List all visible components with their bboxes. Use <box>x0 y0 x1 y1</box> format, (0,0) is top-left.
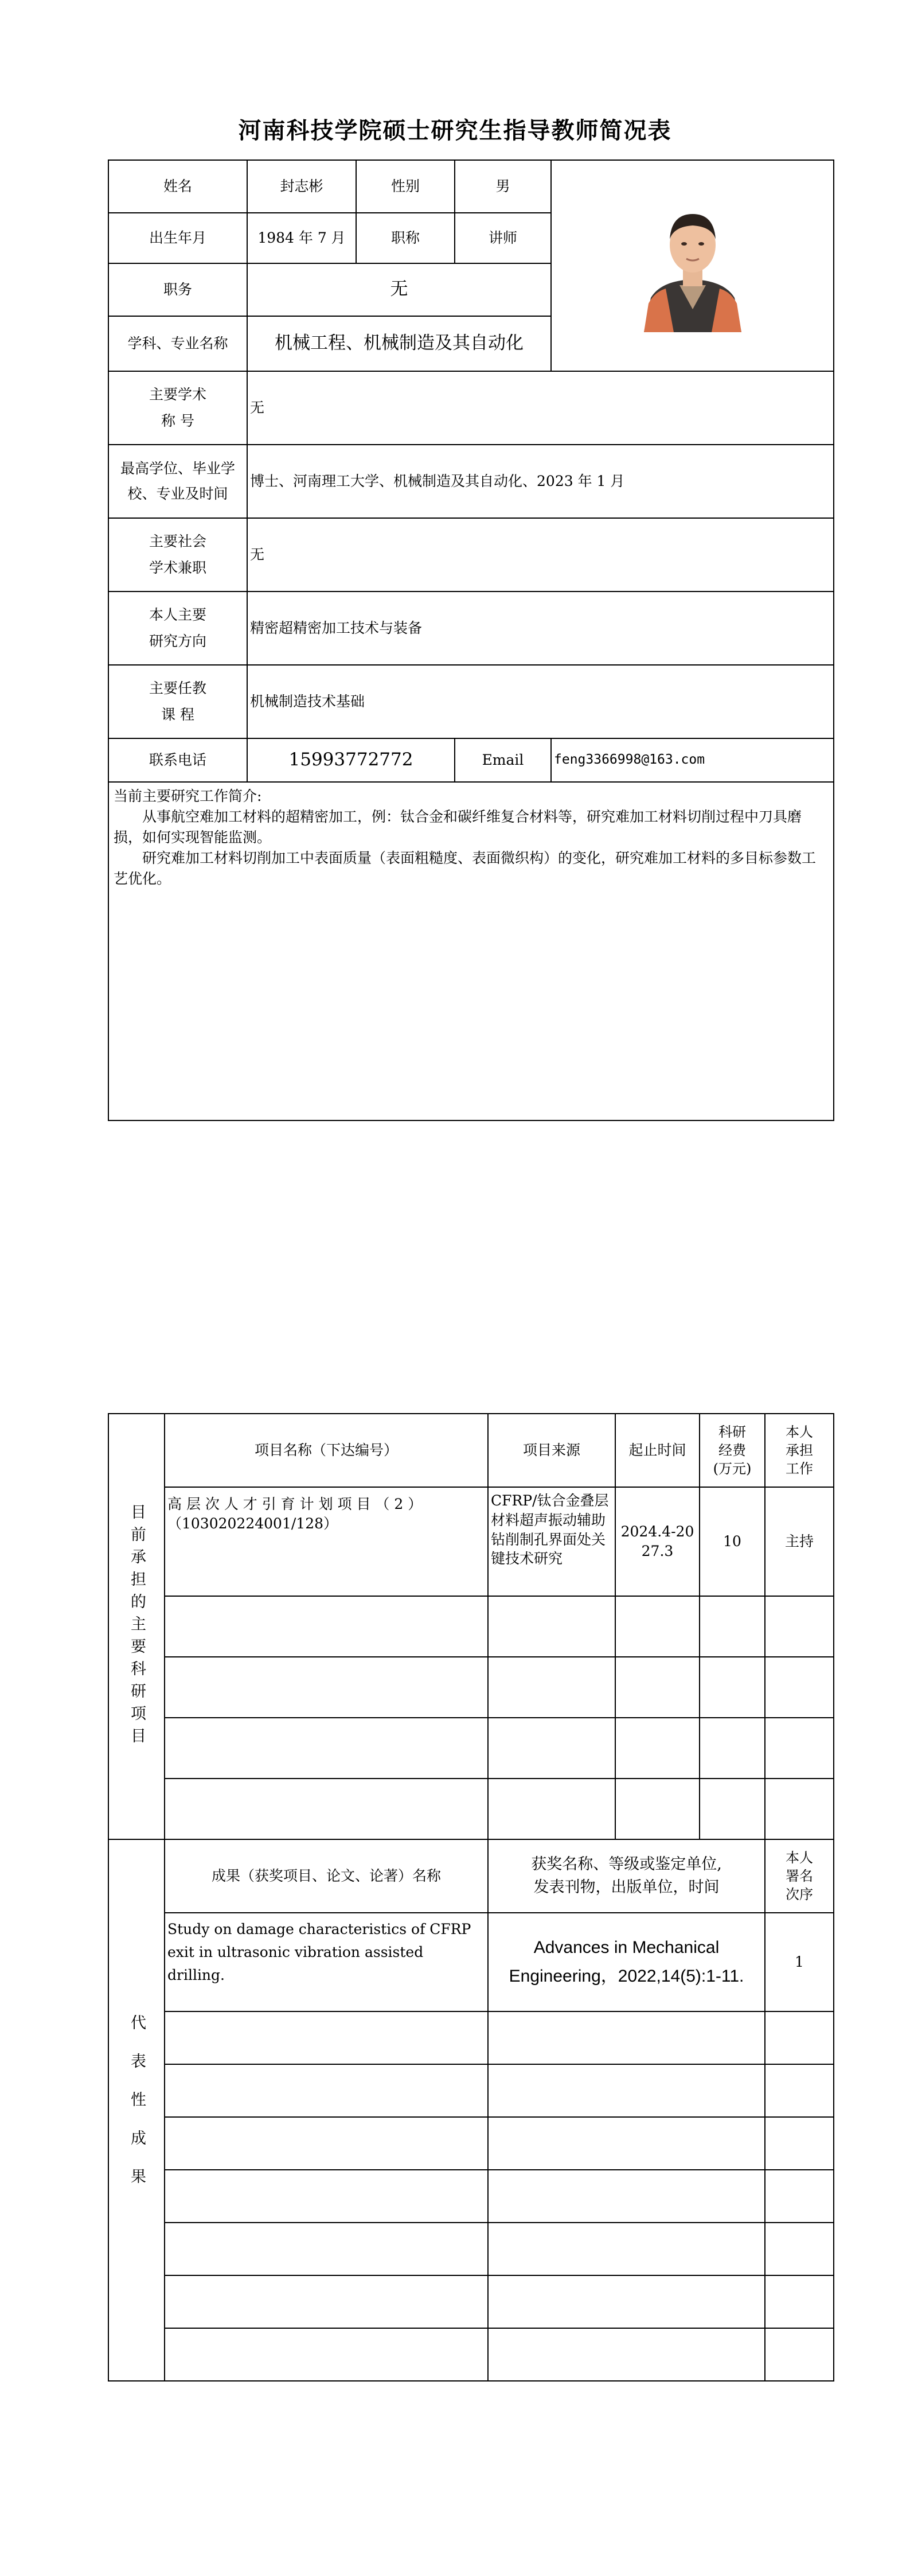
achievement-venue-header <box>488 1839 765 1913</box>
research-value: 精密超精密加工技术与装备 <box>247 592 834 665</box>
degree-label-line2: 校、专业及时间 <box>127 485 228 502</box>
table-row <box>108 2117 834 2170</box>
table-row <box>108 2223 834 2275</box>
email-value: feng3366998@163.com <box>551 738 834 782</box>
social-value: 无 <box>247 518 834 592</box>
order-header-line2: 署名 <box>786 1868 813 1884</box>
achievement-name-cell: Study on damage characteristics of CFRP exit in ultrasonic vibration assisted drilling. <box>165 1913 488 2011</box>
achievement-order-cell: 1 <box>765 1913 834 2011</box>
funds-header-line2: 经费 <box>718 1442 746 1458</box>
project-source-cell: CFRP/钛合金叠层材料超声振动辅助钻削制孔界面处关键技术研究 <box>488 1487 615 1596</box>
birth-value: 1984 年 7 月 <box>247 213 356 263</box>
gender-label: 性别 <box>356 160 455 213</box>
honor-label-line2: 称 号 <box>161 413 194 429</box>
funds-header-line3: (万元) <box>713 1461 752 1477</box>
project-source-header: 项目来源 <box>488 1414 615 1487</box>
role-header-line1: 本人 <box>786 1424 813 1440</box>
name-label: 姓名 <box>108 160 247 213</box>
profile-table <box>108 159 834 1121</box>
project-name-cell: 高 层 次 人 才 引 育 计 划 项 目 （ 2 ）（103020224001/128） <box>165 1487 488 1596</box>
project-name-header: 项目名称（下达编号） <box>165 1414 488 1487</box>
table-row <box>108 1913 834 2011</box>
course-label-line1: 主要任教 <box>149 680 206 696</box>
table-row <box>108 1596 834 1657</box>
table-row <box>108 2170 834 2223</box>
table-row <box>108 1779 834 1839</box>
table-row <box>108 1718 834 1779</box>
page-title: 河南科技学院硕士研究生指导教师简况表 <box>238 118 672 144</box>
summary-paragraph-1: 从事航空难加工材料的超精密加工，例：钛合金和碳纤维复合材料等，研究难加工材料切削过程中刀具磨损，如何实现智能监测。 <box>114 808 802 846</box>
project-funds-header <box>700 1414 765 1487</box>
project-funds-cell: 10 <box>700 1487 765 1596</box>
venue-header-line1: 获奖名称、等级或鉴定单位, <box>531 1855 722 1873</box>
major-value: 机械工程、机械制造及其自动化 <box>247 316 551 371</box>
course-label <box>108 665 247 738</box>
summary-title: 当前主要研究工作简介: <box>114 788 262 804</box>
photo-cell <box>551 160 834 371</box>
name-value: 封志彬 <box>247 160 356 213</box>
achievement-name-header: 成果（获奖项目、论文、论著）名称 <box>165 1839 488 1913</box>
table-row <box>108 2064 834 2117</box>
achievement-order-header <box>765 1839 834 1913</box>
projects-table <box>108 1413 834 2382</box>
post-value: 无 <box>247 263 551 316</box>
degree-value: 博士、河南理工大学、机械制造及其自动化、2023 年 1 月 <box>247 445 834 518</box>
rank-value: 讲师 <box>455 213 551 263</box>
email-label: Email <box>455 738 551 782</box>
honor-value: 无 <box>247 371 834 445</box>
project-role-cell: 主持 <box>765 1487 834 1596</box>
research-label-line1: 本人主要 <box>149 606 206 623</box>
role-header-line3: 工作 <box>786 1461 813 1477</box>
social-label <box>108 518 247 592</box>
rank-label: 职称 <box>356 213 455 263</box>
project-role-header <box>765 1414 834 1487</box>
venue-line2: Engineering，2022,14(5):1-11. <box>509 1967 744 1986</box>
course-value: 机械制造技术基础 <box>247 665 834 738</box>
course-label-line2: 课 程 <box>161 706 194 723</box>
achievements-side-label: 代表性成果 <box>108 1839 165 2381</box>
phone-label: 联系电话 <box>108 738 247 782</box>
social-label-line1: 主要社会 <box>149 533 206 550</box>
summary-paragraph-2: 研究难加工材料切削加工中表面质量（表面粗糙度、表面微织构）的变化，研究难加工材料的多目标参数工艺优化。 <box>114 850 817 887</box>
social-label-line2: 学术兼职 <box>149 559 206 576</box>
honor-label <box>108 371 247 445</box>
funds-header-line1: 科研 <box>718 1424 746 1440</box>
research-summary <box>108 782 834 1120</box>
order-header-line1: 本人 <box>786 1850 813 1866</box>
table-row <box>108 2275 834 2328</box>
gender-value: 男 <box>455 160 551 213</box>
table-row <box>108 2011 834 2064</box>
venue-header-line2: 发表刊物，出版单位，时间 <box>533 1878 720 1896</box>
projects-side-label: 目前承担的主要科研项目 <box>108 1414 165 1839</box>
degree-label <box>108 445 247 518</box>
table-row <box>108 1487 834 1596</box>
avatar <box>638 194 747 332</box>
project-period-cell: 2024.4-2027.3 <box>615 1487 700 1596</box>
birth-label: 出生年月 <box>108 213 247 263</box>
table-row <box>108 2328 834 2381</box>
venue-line1: Advances in Mechanical <box>533 1938 720 1957</box>
post-label: 职务 <box>108 263 247 316</box>
honor-label-line1: 主要学术 <box>149 386 206 403</box>
role-header-line2: 承担 <box>786 1442 813 1458</box>
research-label-line2: 研究方向 <box>149 633 206 649</box>
degree-label-line1: 最高学位、毕业学 <box>120 460 235 477</box>
project-period-header: 起止时间 <box>615 1414 700 1487</box>
research-label <box>108 592 247 665</box>
table-row <box>108 1657 834 1718</box>
major-label: 学科、专业名称 <box>108 316 247 371</box>
achievement-venue-cell <box>488 1913 765 2011</box>
order-header-line3: 次序 <box>786 1886 813 1902</box>
phone-value: 15993772772 <box>247 738 455 782</box>
